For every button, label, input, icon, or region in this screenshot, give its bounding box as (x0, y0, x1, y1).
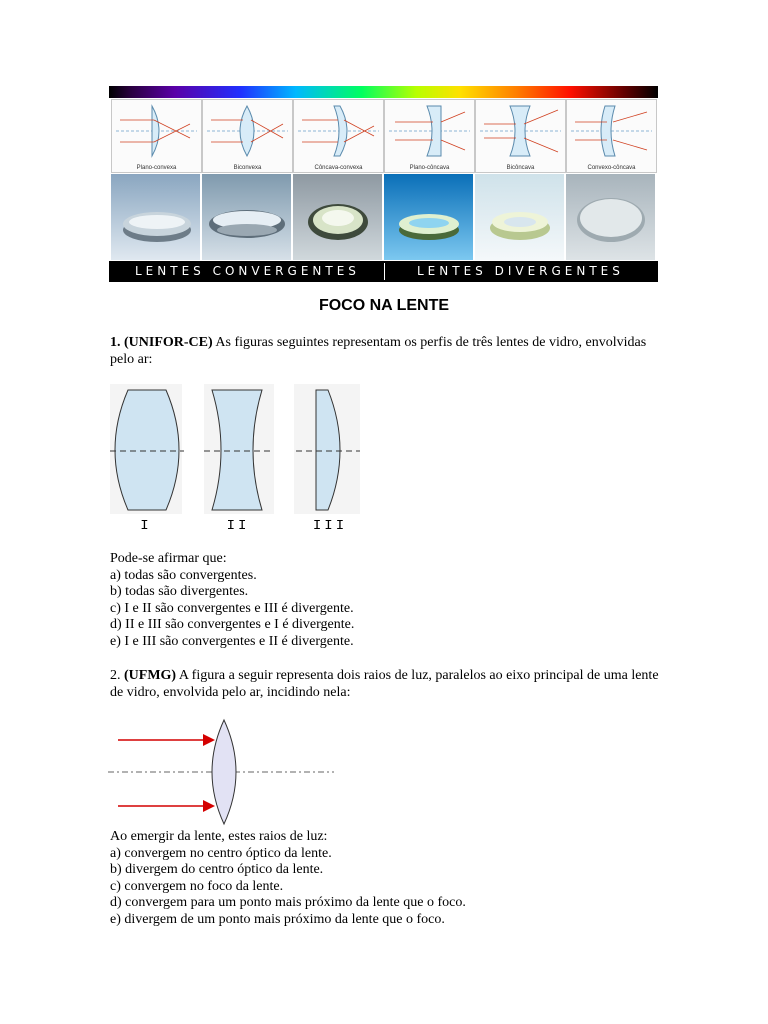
figure-label-i: I (140, 518, 152, 534)
question-1-lead: Pode-se afirmar que: (110, 551, 227, 566)
answer-option: e) divergem de um ponto mais próximo da lente que o foco. (110, 911, 445, 927)
lens-photo-concava-convexa (293, 174, 382, 260)
lens-shape (212, 720, 236, 824)
color-spectrum (109, 86, 658, 98)
answer-option: d) II e III são convergentes e I é divergente. (110, 617, 355, 632)
lens-diagram-concava-convexa (293, 99, 384, 173)
lens-diagram-plano-concava (384, 99, 475, 173)
light-rays-figure (108, 718, 338, 828)
figure-label-ii: II (226, 518, 250, 534)
answer-option: e) I e III são convergentes e II é divergente. (110, 633, 354, 649)
diverging-lenses-caption: LENTES DIVERGENTES (417, 264, 624, 278)
lens-label: Convexo-côncava (587, 165, 636, 171)
question-text: As figuras seguintes representam os perfis de três lentes de vidro, envolvidas pelo ar: (110, 335, 647, 367)
lens-label: Plano-côncava (409, 165, 450, 171)
lens-photo-biconcava (475, 174, 564, 260)
question-text: A figura a seguir representa dois raios de luz, paralelos ao eixo principal de uma lente de vidro, envolvida pelo ar, incidindo nela: (110, 668, 659, 700)
page-title: FOCO NA LENTE (318, 297, 450, 314)
lens-diagram-biconcava (475, 99, 566, 173)
lens-diagram-biconvexa (202, 99, 293, 173)
lens-photo-convexo-concava (566, 174, 655, 260)
question-2-lead: Ao emergir da lente, estes raios de luz: (110, 829, 328, 844)
answer-option: b) divergem do centro óptico da lente. (110, 862, 324, 877)
figure-label-iii: III (312, 518, 348, 534)
question-number: 1. (110, 335, 121, 350)
answer-option: b) todas são divergentes. (110, 584, 249, 599)
answer-option: a) convergem no centro óptico da lente. (110, 845, 332, 861)
answer-option: c) convergem no foco da lente. (110, 878, 284, 894)
question-1 (110, 335, 670, 368)
lens-diagram-plano-convexa (111, 99, 202, 173)
lens-photo-plano-convexa (111, 174, 200, 260)
converging-lenses-caption: LENTES CONVERGENTES (135, 264, 360, 278)
lens-label: Côncava-convexa (314, 165, 363, 171)
lens-diagram-convexo-concava (566, 99, 657, 173)
answer-option: c) I e II são convergentes e III é divergente. (110, 600, 354, 616)
lens-category-bar (109, 261, 658, 282)
lens-i-shape (115, 390, 179, 510)
lens-types-banner (109, 86, 658, 282)
answer-option: a) todas são convergentes. (110, 567, 257, 583)
question-number: 2. (110, 668, 121, 683)
question-2 (110, 668, 670, 701)
answer-option: d) convergem para um ponto mais próximo da lente que o foco. (110, 895, 466, 910)
caption-divider (384, 263, 385, 280)
lens-profiles-figure (108, 384, 370, 534)
lens-photo-plano-concava (384, 174, 473, 260)
lens-label: Biconvexa (233, 165, 262, 171)
lens-photo-biconvexa (202, 174, 291, 260)
question-source: (UNIFOR-CE) (124, 335, 213, 350)
lens-label: Bicôncava (506, 165, 535, 171)
lens-label: Plano-convexa (136, 165, 177, 171)
question-source: (UFMG) (124, 668, 177, 683)
